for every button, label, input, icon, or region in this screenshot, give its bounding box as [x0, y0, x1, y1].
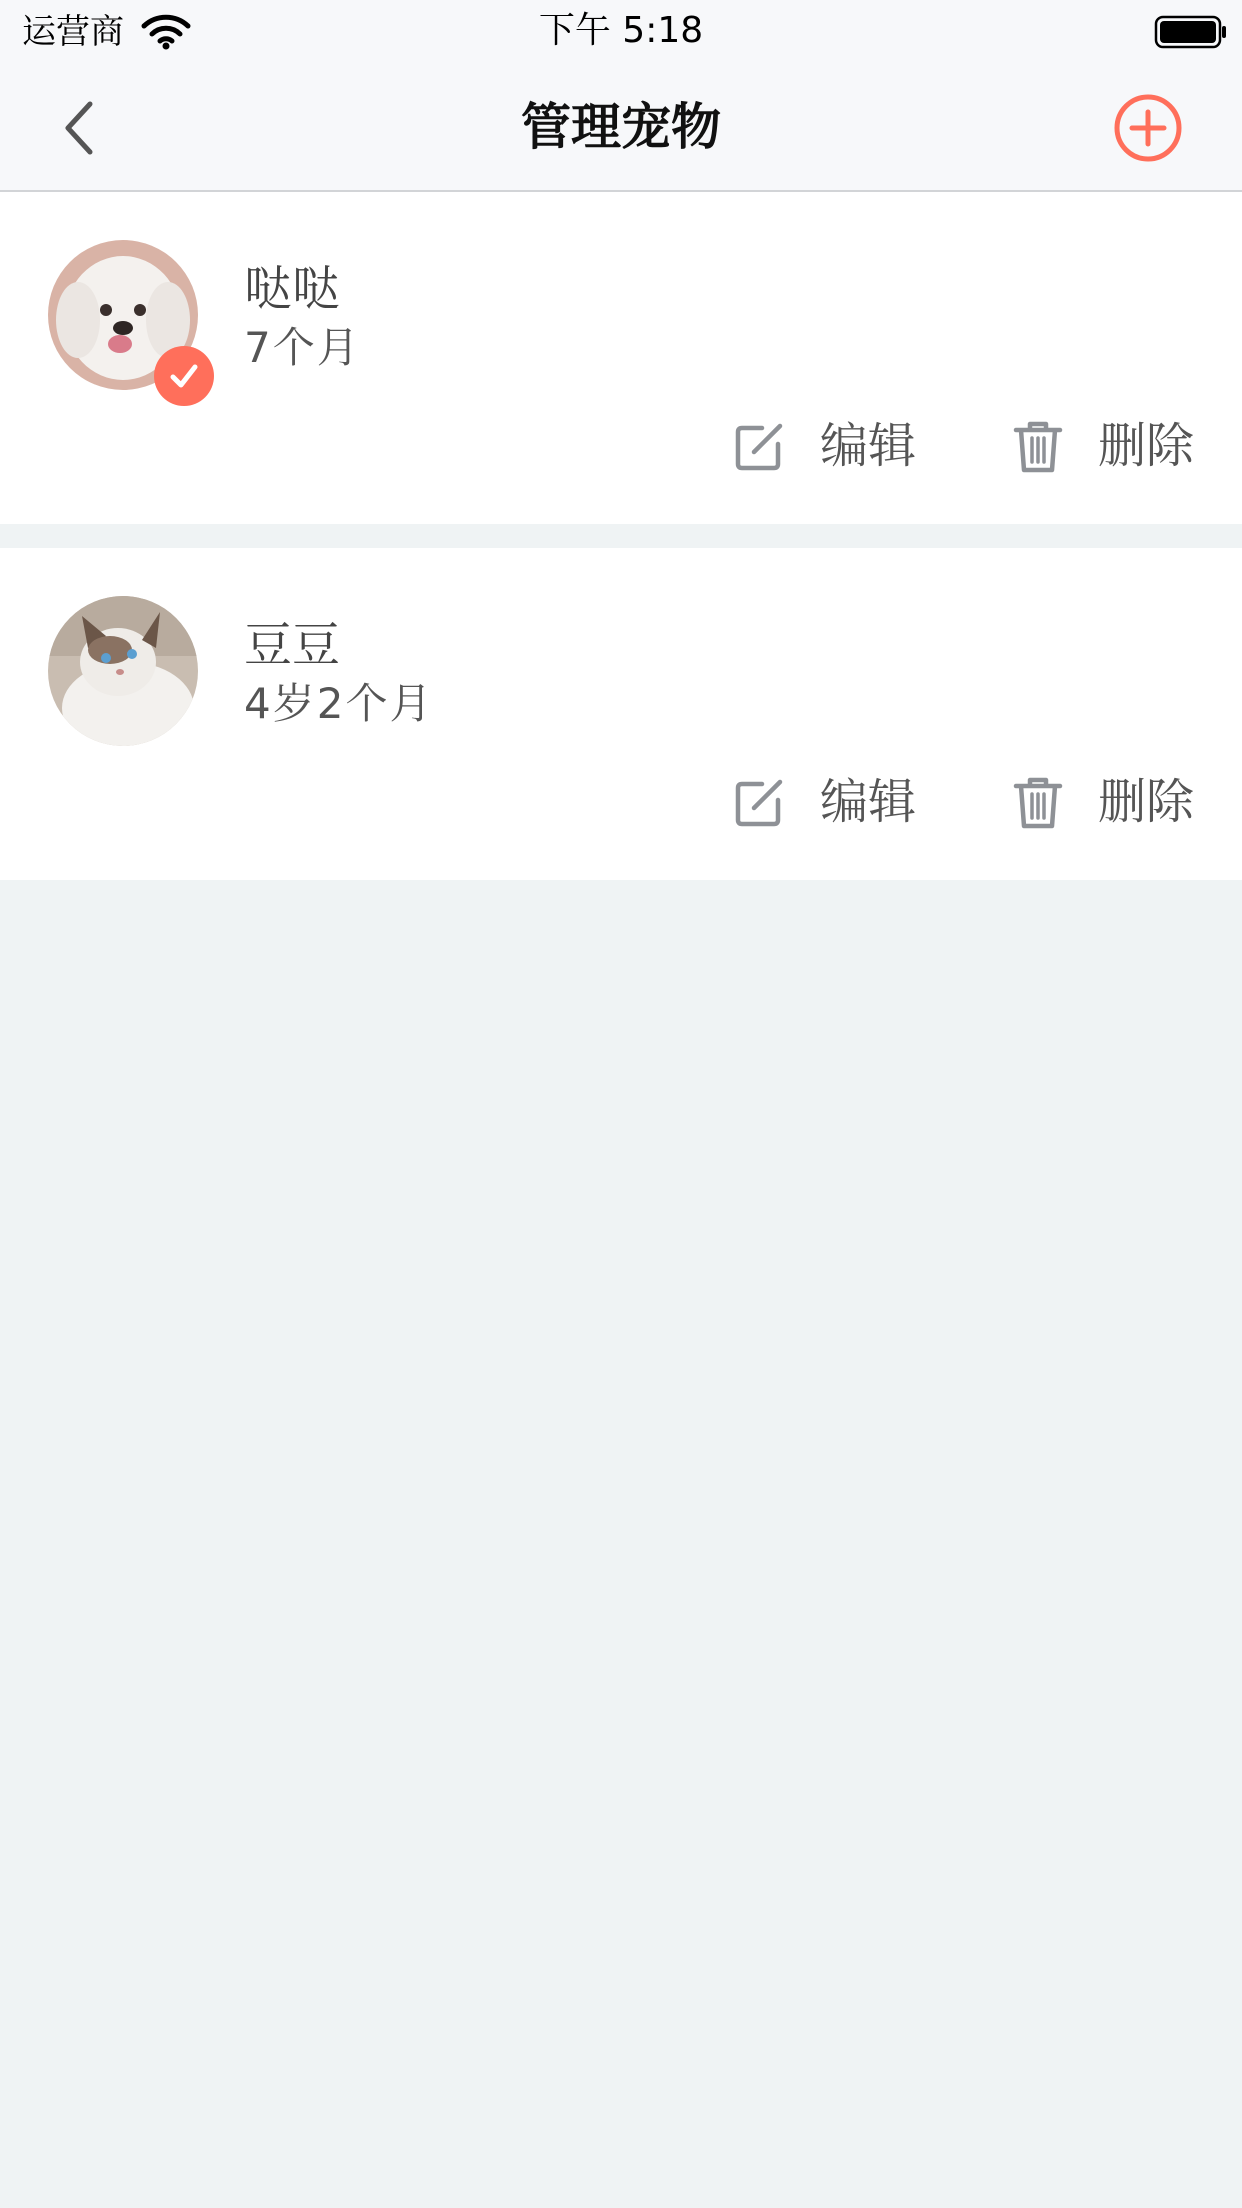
pet-age: 4岁2个月 [244, 679, 434, 728]
pet-card[interactable] [0, 548, 1242, 880]
pet-name: 哒哒 [244, 261, 341, 317]
delete-label: 删除 [1098, 774, 1195, 830]
selected-check-badge [154, 346, 214, 406]
edit-icon [732, 774, 788, 830]
delete-button[interactable] [1010, 762, 1194, 842]
cat-photo-icon [48, 596, 198, 746]
pet-name: 豆豆 [244, 617, 341, 673]
battery-icon [1154, 14, 1228, 50]
status-bar [0, 0, 1242, 64]
add-pet-button[interactable] [1110, 90, 1186, 166]
edit-icon [732, 418, 788, 474]
carrier-label: 运营商 [22, 12, 124, 52]
delete-button[interactable] [1010, 406, 1194, 486]
delete-label: 删除 [1098, 418, 1195, 474]
pet-avatar [48, 596, 198, 746]
plus-circle-icon [1113, 93, 1183, 163]
edit-button[interactable] [732, 762, 916, 842]
page-title: 管理宠物 [521, 98, 721, 156]
status-time: 下午 5:18 [538, 10, 704, 51]
trash-icon [1010, 774, 1066, 830]
edit-label: 编辑 [820, 418, 917, 474]
pet-age: 7个月 [244, 323, 361, 372]
edit-label: 编辑 [820, 774, 917, 830]
nav-bar [0, 64, 1242, 192]
edit-button[interactable] [732, 406, 916, 486]
check-icon [167, 359, 201, 393]
pet-card[interactable] [0, 192, 1242, 524]
trash-icon [1010, 418, 1066, 474]
